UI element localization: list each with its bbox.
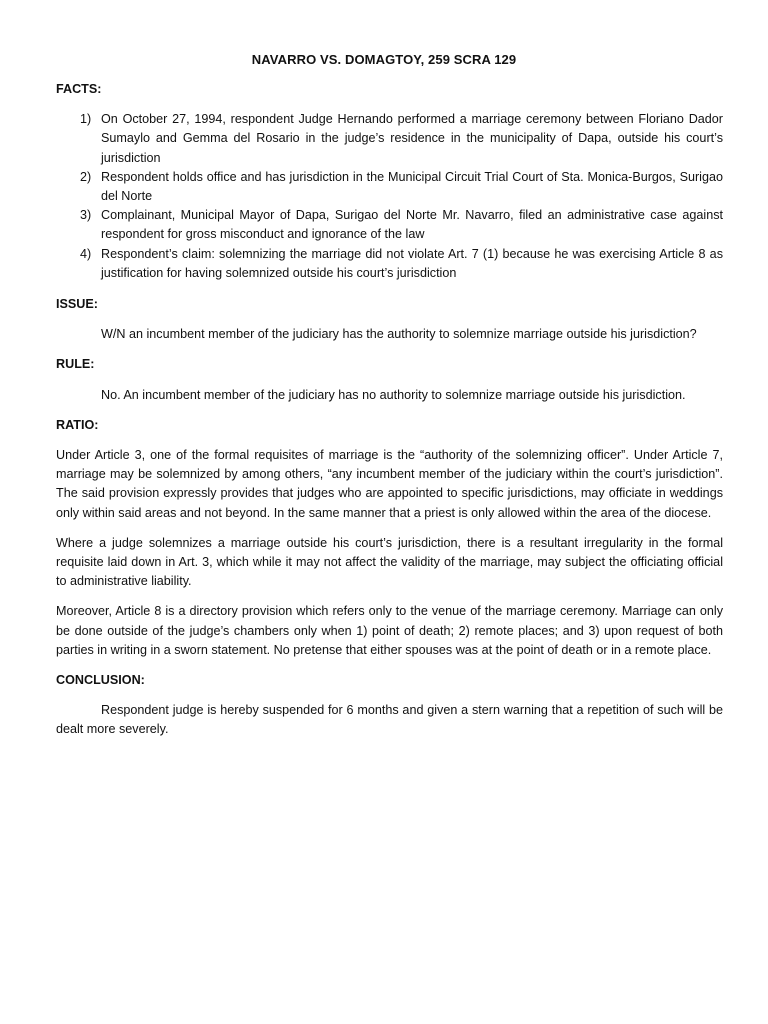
list-item — [56, 168, 723, 206]
list-item-number: 3) — [80, 208, 92, 223]
list-item-number: 1) — [80, 112, 92, 127]
list-item-number: 4) — [80, 246, 92, 261]
document-body — [56, 80, 723, 740]
list-item — [56, 245, 723, 283]
conclusion-heading: CONCLUSION: — [56, 673, 145, 688]
facts-list — [56, 110, 723, 283]
list-item — [56, 206, 723, 244]
list-item-number: 2) — [80, 169, 92, 184]
list-item-text: Respondent’s claim: solemnizing the marriage did not violate Art. 7 (1) because he was exercising Article 8 as justification for having solemnized outside his court’s jurisdiction — [101, 246, 723, 280]
ratio-paragraph: Moreover, Article 8 is a directory provision which refers only to the venue of the marriage ceremony. Marriage can only be done outside of the judge’s chambers only when 1) point of death; 2) remote places; and 3) upon request of both parties in writing in a sworn statement. No pretense that either spouses was at the point of death or in a remote place. — [56, 604, 723, 657]
list-item-text: Complainant, Municipal Mayor of Dapa, Surigao del Norte Mr. Navarro, filed an administrative case against respondent for gross misconduct and ignorance of the law — [101, 208, 723, 242]
ratio-heading: RATIO: — [56, 417, 99, 432]
ratio-paragraph: Under Article 3, one of the formal requisites of marriage is the “authority of the solemnizing officer”. Under Article 7, marriage may be solemnized by among others, “any incumbent member of the judiciary within the court’s jurisdiction”. The said provision expressly provides that judges who are appointed to specific jurisdictions, may officiate in weddings only within said areas and not beyond. In the same manner that a priest is only allowed within the area of the diocese. — [56, 448, 723, 520]
rule-text: No. An incumbent member of the judiciary has no authority to solemnize marriage outside his jurisdiction. — [101, 387, 686, 402]
list-item — [56, 110, 723, 168]
facts-heading: FACTS: — [56, 82, 102, 96]
issue-text: W/N an incumbent member of the judiciary has the authority to solemnize marriage outside his jurisdiction? — [101, 327, 697, 342]
document-title: NAVARRO VS. DOMAGTOY, 259 SCRA 129 — [251, 52, 517, 67]
list-item-text: Respondent holds office and has jurisdiction in the Municipal Circuit Trial Court of Sta. Monica-Burgos, Surigao del Norte — [101, 169, 723, 204]
list-item-text: On October 27, 1994, respondent Judge Hernando performed a marriage ceremony between Floriano Dador Sumaylo and Gemma del Rosario in the judge’s residence in the municipality of Dapa, outside his court’s jurisdiction — [101, 112, 723, 165]
rule-heading: RULE: — [56, 357, 95, 372]
ratio-paragraph: Where a judge solemnizes a marriage outside his court’s jurisdiction, there is a resultant irregularity in the formal requisite laid down in Art. 3, which while it may not affect the validity of the marriage, may subject the officiating official to administrative liability. — [56, 535, 723, 589]
conclusion-text: Respondent judge is hereby suspended for 6 months and given a stern warning that a repetition of such will be dealt more severely. — [56, 703, 723, 737]
issue-heading: ISSUE: — [56, 297, 98, 312]
